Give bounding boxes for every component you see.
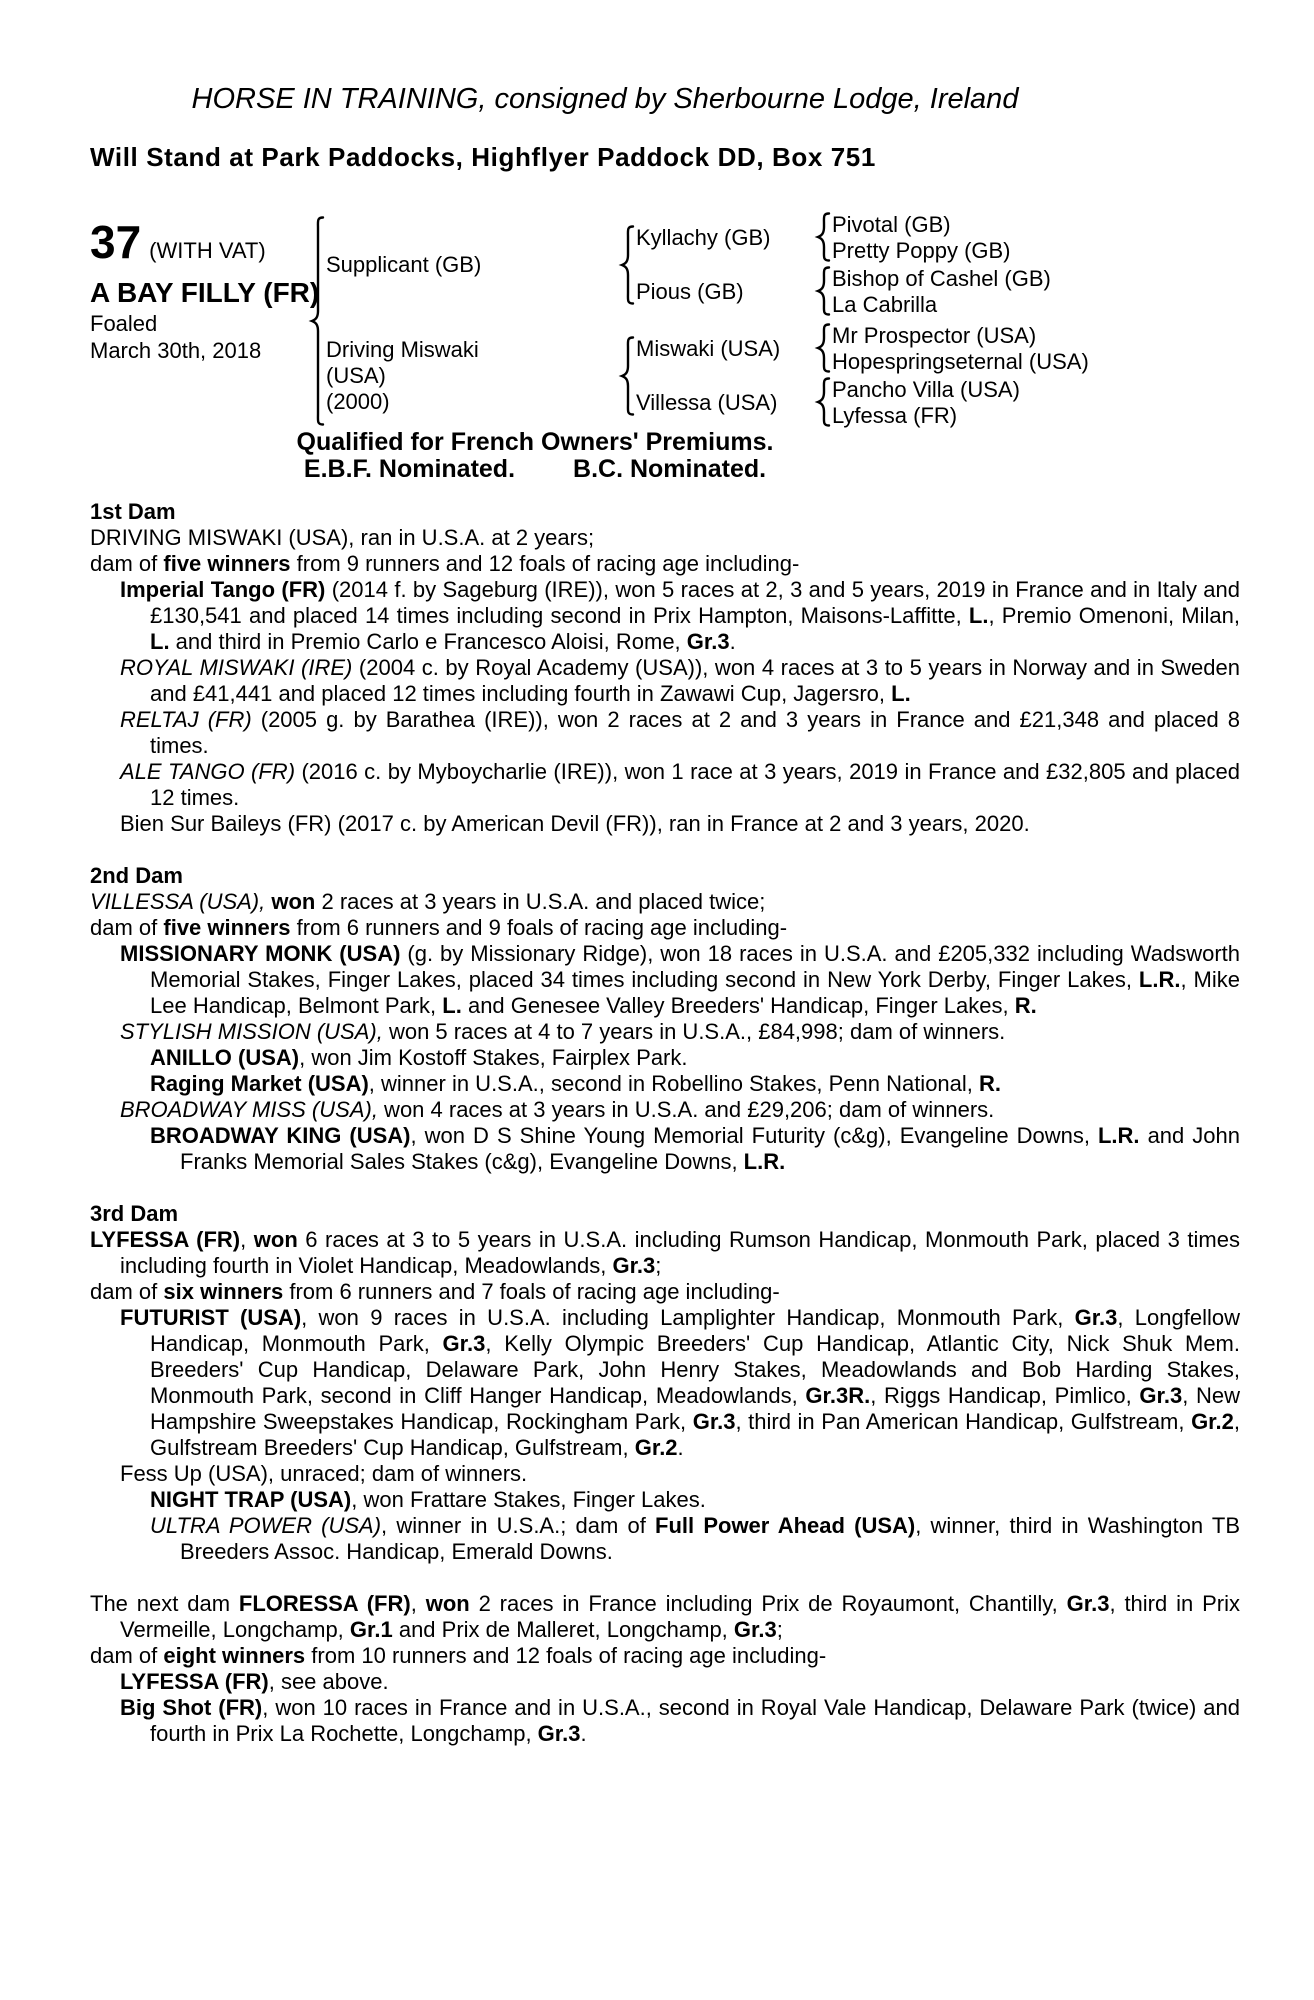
lot-info (90, 212, 320, 429)
page-content (90, 0, 1240, 1747)
grandparent-group (636, 266, 1051, 318)
text-run: , see above. (268, 1669, 389, 1694)
text-run: FLORESSA (FR) (238, 1591, 411, 1616)
text-run: five winners (163, 915, 291, 940)
text-run: won 5 races at 4 to 7 years in U.S.A., £84,998; dam of winners. (382, 1019, 1006, 1044)
text-run: . (580, 1721, 587, 1746)
sire-grandparents (636, 212, 1051, 318)
text-run: (2004 c. by Royal Academy (USA)), won 4 races at 3 to 5 years in Norway and in Sweden and £41,441 and placed 12 times including fourth in Zawawi Cup, Jagersro, (150, 655, 1240, 706)
pedigree-paragraph (90, 1045, 1240, 1071)
pedigree-paragraph (90, 1097, 1240, 1123)
text-run: Gr.3 (692, 1409, 736, 1434)
text-run: BROADWAY KING (USA) (150, 1123, 411, 1148)
text-run: and John Franks Memorial Sales Stakes (c&g), Evangeline Downs, (180, 1123, 1241, 1174)
grandsire-name: Miswaki (USA) (636, 336, 781, 361)
text-run: R. (979, 1071, 1002, 1096)
text-run: ; (655, 1253, 662, 1278)
text-run: from 6 runners and 9 foals of racing age including- (290, 915, 788, 940)
pedigree-paragraph (90, 1305, 1240, 1461)
text-run: ROYAL MISWAKI (IRE) (120, 655, 353, 680)
text-run: dam of (90, 1643, 164, 1668)
text-run: MISSIONARY MONK (USA) (120, 941, 401, 966)
pedigree-paragraph (90, 707, 1240, 759)
horse-name: A BAY FILLY (FR) (90, 277, 320, 308)
stand-location-line: Will Stand at Park Paddocks, Highflyer Paddock DD, Box 751 (90, 142, 876, 172)
sire-half (326, 212, 1089, 318)
text-run: Raging Market (USA) (150, 1071, 369, 1096)
text-run: R. (1014, 993, 1037, 1018)
pedigree-paragraph (90, 1591, 1240, 1643)
text-run: from 9 runners and 12 foals of racing age including- (290, 551, 800, 576)
great-grandparents (832, 212, 1011, 264)
pedigree-panel (90, 212, 1240, 429)
text-run: , (240, 1227, 254, 1252)
pedigree-tree (326, 212, 1089, 429)
pedigree-paragraph (90, 1123, 1240, 1175)
text-run: 6 races at 3 to 5 years in U.S.A. including Rumson Handicap, Monmouth Park, placed 3 times including fourth in Violet Handicap, Meadowlands, (120, 1227, 1240, 1278)
great-grandparents (832, 323, 1089, 375)
granddam-name: Pious (GB) (636, 279, 744, 304)
text-run: STYLISH MISSION (USA), (120, 1019, 383, 1044)
text-run: Gr.1 (349, 1617, 393, 1642)
text-run: RELTAJ (FR) (120, 707, 252, 732)
pedigree-paragraph (90, 1227, 1240, 1279)
text-run: , Gulfstream Breeders' Cup Handicap, Gulfstream, (150, 1409, 1240, 1460)
great-grandparent-name: Pivotal (GB) (832, 212, 951, 237)
text-run: won (425, 1591, 470, 1616)
pedigree-paragraph (90, 759, 1240, 811)
text-run: six winners (163, 1279, 284, 1304)
text-run: and third in Premio Carlo e Francesco Aloisi, Rome, (169, 629, 687, 654)
great-grandparent-name: Pretty Poppy (GB) (832, 238, 1011, 263)
pedigree-paragraph (90, 1071, 1240, 1097)
text-run: Gr.3 (442, 1331, 486, 1356)
text-run: L.R. (1138, 967, 1181, 992)
text-run: (2016 c. by Myboycharlie (IRE)), won 1 race at 3 years, 2019 in France and £32,805 and placed 12 times. (150, 759, 1240, 810)
pedigree-brace-small (814, 377, 832, 429)
text-run: Bien Sur Baileys (FR) (2017 c. by American Devil (FR)), ran in France at 2 and 3 years, 2020. (120, 811, 1030, 836)
dam-name-line: (USA) (326, 363, 386, 388)
pedigree-paragraph (90, 1695, 1240, 1747)
text-run: . (729, 629, 736, 654)
dam-section (90, 499, 1240, 837)
grandsire-name: Kyllachy (GB) (636, 225, 771, 250)
sire-name-text: Supplicant (GB) (326, 252, 482, 277)
text-run: L.R. (743, 1149, 786, 1174)
pedigree-paragraph (90, 1019, 1240, 1045)
text-run: BROADWAY MISS (USA), (120, 1097, 378, 1122)
grandparent-group (636, 212, 1051, 264)
text-run: L. (891, 681, 911, 706)
text-run: (g. by Missionary Ridge), won 18 races in U.S.A. and £205,332 including Wadsworth Memorial Stakes, Finger Lakes, placed 34 times including second in New York Derby, Finger Lakes, (150, 941, 1240, 992)
dam-grandparents (636, 323, 1089, 429)
pedigree-paragraph (90, 551, 1240, 577)
text-run: L.R. (1097, 1123, 1140, 1148)
pedigree-paragraph (90, 1669, 1240, 1695)
pedigree-paragraph (90, 889, 1240, 915)
great-grandparents (832, 377, 1020, 429)
pedigree-paragraph (90, 655, 1240, 707)
text-run: Gr.3 (733, 1617, 777, 1642)
text-run: (2014 f. by Sageburg (IRE)), won 5 races at 2, 3 and 5 years, 2019 in France and in Italy and £130,541 and placed 14 times including second in Prix Hampton, Maisons-Laffitte, (150, 577, 1240, 628)
text-run: and Genesee Valley Breeders' Handicap, Finger Lakes, (461, 993, 1015, 1018)
text-run: dam of (90, 551, 164, 576)
text-run: Gr.3 (686, 629, 730, 654)
text-run: 2 races in France including Prix de Royaumont, Chantilly, (469, 1591, 1067, 1616)
text-run: , won Jim Kostoff Stakes, Fairplex Park. (299, 1045, 688, 1070)
text-run: ; (776, 1617, 783, 1642)
text-run: , Riggs Handicap, Pimlico, (870, 1383, 1140, 1408)
text-run: , third in Prix Vermeille, Longchamp, (120, 1591, 1240, 1642)
pedigree-paragraph (90, 525, 1240, 551)
pedigree-sections (90, 499, 1240, 1747)
sire-name (326, 212, 618, 318)
text-run: and Prix de Malleret, Longchamp, (392, 1617, 734, 1642)
pedigree-paragraph (90, 1643, 1240, 1669)
text-run: , won 10 races in France and in U.S.A., second in Royal Vale Handicap, Delaware Park (twice) and fourth in Prix La Rochette, Longchamp, (150, 1695, 1240, 1746)
dam-section (90, 1201, 1240, 1565)
text-run: eight winners (163, 1643, 306, 1668)
pedigree-paragraph (90, 1487, 1240, 1513)
ebf-nominated: E.B.F. Nominated. (303, 455, 516, 483)
pedigree-paragraph (90, 941, 1240, 1019)
nomination-notices (90, 456, 980, 483)
text-run: , Premio Omenoni, Milan, (988, 603, 1240, 628)
text-run: won 4 races at 3 years in U.S.A. and £29,206; dam of winners. (377, 1097, 995, 1122)
text-run: The next dam (90, 1591, 239, 1616)
granddam-name: Villessa (USA) (636, 390, 778, 415)
pedigree-brace-generation1 (308, 216, 326, 426)
text-run: Fess Up (USA), unraced; dam of winners. (120, 1461, 528, 1486)
text-run: , New Hampshire Sweepstakes Handicap, Rockingham Park, (150, 1383, 1240, 1434)
text-run: , Longfellow Handicap, Monmouth Park, (150, 1305, 1240, 1356)
text-run: five winners (163, 551, 291, 576)
text-run: won (253, 1227, 298, 1252)
great-grandparent-name: Lyfessa (FR) (832, 403, 958, 428)
pedigree-paragraph (90, 1279, 1240, 1305)
text-run: (2005 g. by Barathea (IRE)), won 2 races at 2 and 3 years in France and £21,348 and placed 8 times. (150, 707, 1240, 758)
text-run: won (271, 889, 316, 914)
text-run: Imperial Tango (FR) (120, 577, 326, 602)
dam-section (90, 863, 1240, 1175)
text-run: Full Power Ahead (USA) (655, 1513, 916, 1538)
text-run: DRIVING MISWAKI (USA), ran in U.S.A. at 2 years; (90, 525, 595, 550)
great-grandparent-name: Bishop of Cashel (GB) (832, 266, 1051, 291)
text-run: , winner in U.S.A., second in Robellino Stakes, Penn National, (368, 1071, 980, 1096)
text-run: NIGHT TRAP (USA) (150, 1487, 352, 1512)
text-run: , (410, 1591, 426, 1616)
grandparent-group (636, 377, 1089, 429)
text-run: Gr.2 (1191, 1409, 1234, 1434)
text-run: FUTURIST (USA) (120, 1305, 302, 1330)
grandparent-group (636, 323, 1089, 375)
great-grandparents (832, 266, 1051, 318)
great-grandparent-name: Mr Prospector (USA) (832, 323, 1037, 348)
text-run: , won D S Shine Young Memorial Futurity (c&g), Evangeline Downs, (410, 1123, 1098, 1148)
pedigree-brace-small (814, 266, 832, 318)
text-run: , won Frattare Stakes, Finger Lakes. (351, 1487, 706, 1512)
text-run: dam of (90, 1279, 164, 1304)
text-run: Gr.3 (612, 1253, 656, 1278)
text-run: . (677, 1435, 684, 1460)
text-run: from 6 runners and 7 foals of racing age including- (283, 1279, 780, 1304)
text-run: from 10 runners and 12 foals of racing age including- (305, 1643, 827, 1668)
pedigree-paragraph (90, 577, 1240, 655)
text-run: Gr.3 (1066, 1591, 1110, 1616)
text-run: ALE TANGO (FR) (120, 759, 296, 784)
dam-name (326, 323, 618, 429)
great-grandparent-name: Pancho Villa (USA) (832, 377, 1020, 402)
section-heading: 3rd Dam (90, 1201, 179, 1226)
text-run: , winner, third in Washington TB Breeders Assoc. Handicap, Emerald Downs. (180, 1513, 1240, 1564)
text-run: ANILLO (USA) (150, 1045, 300, 1070)
text-run: L. (150, 629, 170, 654)
text-run: dam of (90, 915, 164, 940)
dam-section (90, 1591, 1240, 1747)
text-run: ULTRA POWER (USA) (150, 1513, 382, 1538)
lot-vat-note: (WITH VAT) (149, 238, 266, 263)
text-run: L. (968, 603, 989, 628)
section-heading: 2nd Dam (90, 863, 183, 888)
consignment-title: HORSE IN TRAINING, consigned by Sherbourne Lodge, Ireland (191, 83, 1019, 115)
text-run: Gr.2 (634, 1435, 678, 1460)
text-run: , Kelly Olympic Breeders' Cup Handicap, Atlantic City, Nick Shuk Mem. Breeders' Cup Handicap, Delaware Park, John Henry Stakes, Meadowlands and Bob Harding Stakes, Monmouth Park, second in Cliff Hanger Handicap, Meadowlands, (150, 1331, 1240, 1408)
text-run: VILLESSA (USA), (90, 889, 266, 914)
great-grandparent-name: Hopespringseternal (USA) (832, 349, 1089, 374)
pedigree-brace-dam (618, 336, 636, 416)
bc-nominated: B.C. Nominated. (573, 455, 767, 483)
text-run: 2 races at 3 years in U.S.A. and placed twice; (315, 889, 766, 914)
pedigree-brace-sire (618, 225, 636, 305)
text-run: Gr.3 (1139, 1383, 1183, 1408)
text-run: Gr.3 (1074, 1305, 1118, 1330)
pedigree-paragraph (90, 811, 1240, 837)
pedigree-brace-small (814, 212, 832, 264)
dam-half (326, 323, 1089, 429)
text-run: LYFESSA (FR) (90, 1227, 241, 1252)
pedigree-brace-small (814, 323, 832, 375)
lot-number: 37 (90, 216, 142, 268)
text-run: Gr.3R. (805, 1383, 871, 1408)
great-grandparent-name: La Cabrilla (832, 292, 938, 317)
qualified-notice: Qualified for French Owners' Premiums. (296, 428, 774, 456)
text-run: Big Shot (FR) (120, 1695, 263, 1720)
foaled-date: March 30th, 2018 (90, 338, 262, 363)
pedigree-paragraph (90, 1513, 1240, 1565)
pedigree-paragraph (90, 1461, 1240, 1487)
dam-name-line: Driving Miswaki (326, 337, 479, 362)
lot-number-line (90, 218, 308, 266)
text-run: L. (442, 993, 462, 1018)
text-run: , winner in U.S.A.; dam of (381, 1513, 656, 1538)
section-heading: 1st Dam (90, 499, 176, 524)
text-run: , third in Pan American Handicap, Gulfstream, (735, 1409, 1192, 1434)
foaled-label: Foaled (90, 311, 158, 336)
text-run: LYFESSA (FR) (120, 1669, 269, 1694)
text-run: , Mike Lee Handicap, Belmont Park, (150, 967, 1240, 1018)
dam-name-line: (2000) (326, 389, 390, 414)
text-run: , won 9 races in U.S.A. including Lamplighter Handicap, Monmouth Park, (301, 1305, 1075, 1330)
text-run: Gr.3 (537, 1721, 581, 1746)
pedigree-paragraph (90, 915, 1240, 941)
